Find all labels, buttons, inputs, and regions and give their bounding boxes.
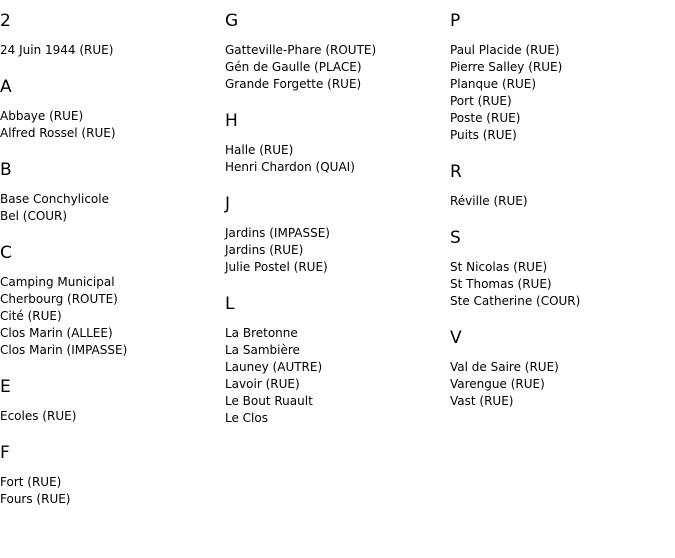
- street-name: Halle (RUE): [225, 143, 294, 157]
- street-name: Base Conchylicole: [0, 192, 109, 206]
- street-name: St Nicolas (RUE): [450, 260, 548, 274]
- letter-group: [0, 442, 225, 508]
- street-name: La Sambière: [225, 343, 300, 357]
- street-name: Vast (RUE): [450, 394, 514, 408]
- street-name: Ecoles (RUE): [0, 409, 77, 423]
- letter-heading: R: [450, 162, 462, 182]
- letter-heading: L: [225, 294, 235, 314]
- letter-heading: F: [0, 443, 10, 463]
- letter-heading: H: [225, 111, 238, 131]
- street-name: Gén de Gaulle (PLACE): [225, 60, 362, 74]
- street-name: Le Clos: [225, 411, 268, 425]
- street-name: Port (RUE): [450, 94, 512, 108]
- letter-heading: V: [450, 328, 462, 348]
- street-name: Paul Placide (RUE): [450, 43, 560, 57]
- street-name: Le Bout Ruault: [225, 394, 313, 408]
- letter-group: [0, 159, 225, 225]
- street-name: Cité (RUE): [0, 309, 62, 323]
- letter-group: [225, 10, 450, 93]
- street-name: Camping Municipal: [0, 275, 115, 289]
- street-name: Planque (RUE): [450, 77, 537, 91]
- street-name: Cherbourg (ROUTE): [0, 292, 118, 306]
- letter-group: [225, 293, 450, 427]
- street-name: Fort (RUE): [0, 475, 62, 489]
- letter-heading: J: [225, 194, 231, 214]
- street-name: 24 Juin 1944 (RUE): [0, 43, 114, 57]
- street-name: St Thomas (RUE): [450, 277, 552, 291]
- letter-heading: G: [225, 11, 239, 31]
- street-name: Ste Catherine (COUR): [450, 294, 581, 308]
- street-name: Lavoir (RUE): [225, 377, 300, 391]
- letter-heading: C: [0, 243, 12, 263]
- letter-group: [0, 10, 225, 59]
- letter-group: [450, 327, 675, 410]
- letter-group: [225, 110, 450, 176]
- index-column: [0, 10, 225, 525]
- letter-group: [225, 193, 450, 276]
- letter-group: [450, 161, 675, 210]
- letter-heading: S: [450, 228, 461, 248]
- street-name: Fours (RUE): [0, 492, 71, 506]
- street-name: Jardins (RUE): [225, 243, 304, 257]
- letter-group: [450, 227, 675, 310]
- street-name: Poste (RUE): [450, 111, 521, 125]
- street-name: Pierre Salley (RUE): [450, 60, 563, 74]
- letter-heading: E: [0, 377, 11, 397]
- street-name: Julie Postel (RUE): [225, 260, 328, 274]
- letter-group: [0, 242, 225, 359]
- letter-heading: B: [0, 160, 12, 180]
- street-name: La Bretonne: [225, 326, 298, 340]
- street-name: Alfred Rossel (RUE): [0, 126, 116, 140]
- street-name: Réville (RUE): [450, 194, 528, 208]
- letter-heading: 2: [0, 11, 11, 31]
- street-name: Clos Marin (ALLEE): [0, 326, 113, 340]
- street-name: Val de Saire (RUE): [450, 360, 559, 374]
- letter-group: [450, 10, 675, 144]
- street-name: Launey (AUTRE): [225, 360, 323, 374]
- letter-heading: A: [0, 77, 12, 97]
- street-name: Bel (COUR): [0, 209, 68, 223]
- letter-group: [0, 76, 225, 142]
- street-name: Henri Chardon (QUAI): [225, 160, 355, 174]
- street-name: Gatteville-Phare (ROUTE): [225, 43, 377, 57]
- street-name: Grande Forgette (RUE): [225, 77, 362, 91]
- street-name: Varengue (RUE): [450, 377, 545, 391]
- index-column: [450, 10, 675, 427]
- letter-heading: P: [450, 11, 461, 31]
- street-name: Puits (RUE): [450, 128, 517, 142]
- street-name: Abbaye (RUE): [0, 109, 84, 123]
- street-name: Clos Marin (IMPASSE): [0, 343, 128, 357]
- street-name: Jardins (IMPASSE): [225, 226, 330, 240]
- letter-group: [0, 376, 225, 425]
- index-column: [225, 10, 450, 444]
